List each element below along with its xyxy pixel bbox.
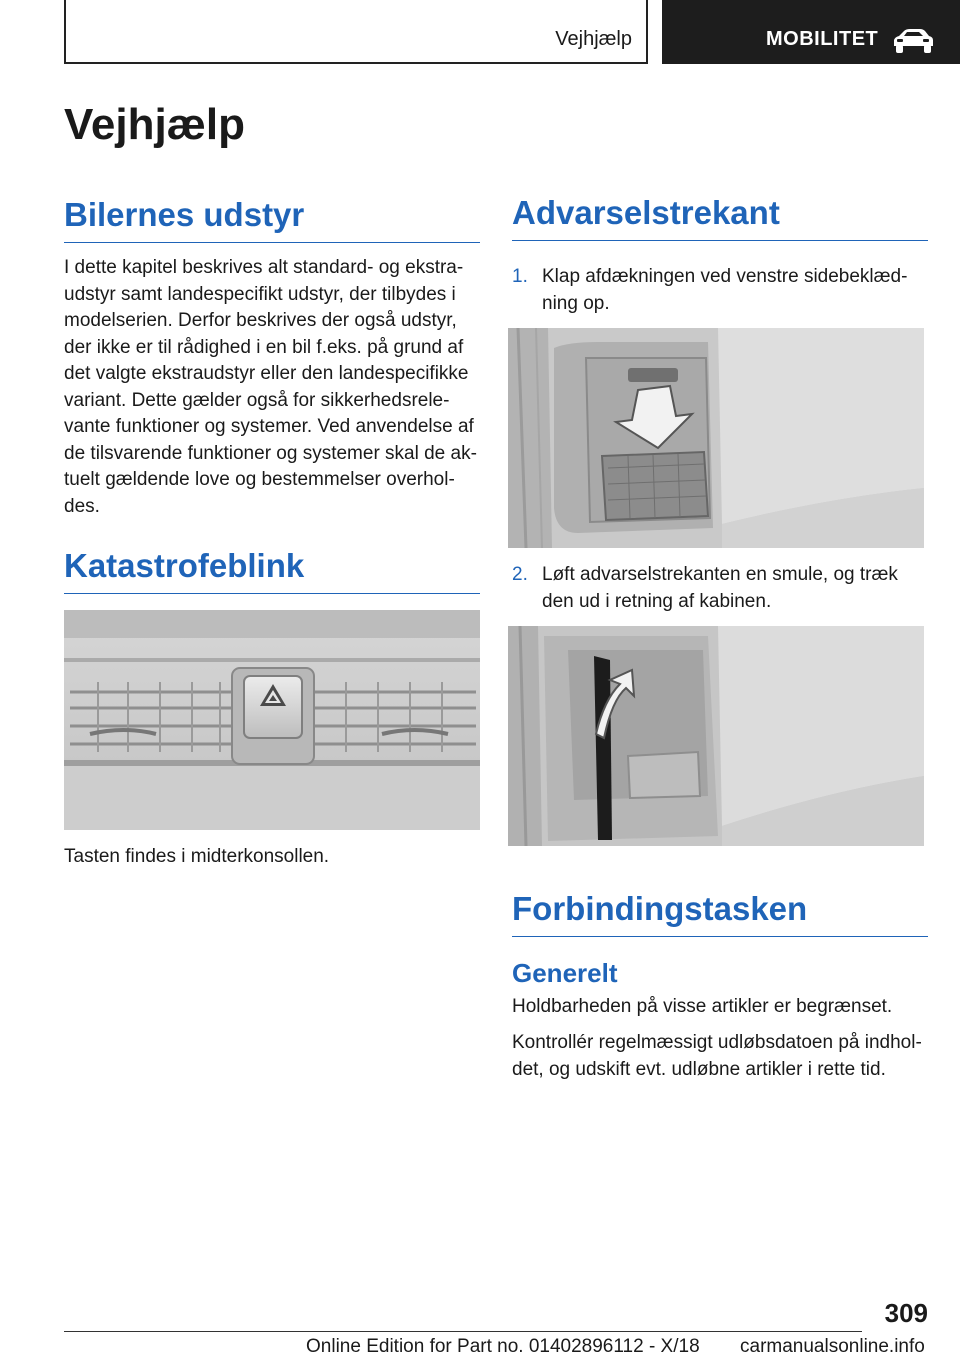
hazard-button-photo — [64, 610, 480, 830]
section-title-katastrofeblink: Katastrofeblink — [64, 547, 480, 594]
car-icon — [890, 28, 936, 54]
header-chapter-label: MOBILITET — [766, 28, 879, 50]
step-2-number: 2. — [512, 564, 528, 585]
forbindingstasken-paragraph-1: Holdbarheden på visse artikler er begrænset. — [512, 996, 893, 1017]
section-title-advarselstrekant: Advarselstrekant — [512, 194, 928, 241]
section-title-forbindingstasken: Forbindingstasken — [512, 890, 928, 937]
cover-flap-photo — [508, 328, 924, 548]
footer-divider — [64, 1331, 862, 1332]
step-2-text: Løft advarselstrekanten en smule, og træk den ud i retning af kabinen. — [542, 564, 898, 612]
header-section-label: Vejhjælp — [555, 28, 632, 50]
warning-triangle-photo — [508, 626, 924, 846]
page-title: Vejhjælp — [64, 100, 245, 149]
footer-edition-text: Online Edition for Part no. 01402896112 - X/18 — [306, 1336, 700, 1357]
forbindingstasken-paragraph-2: Kontrollér regelmæssigt udløbsdatoen på indhol-det, og udskift evt. udløbne artikler i rette tid. — [512, 1032, 922, 1080]
header-section-box — [64, 0, 648, 64]
step-1-text: Klap afdækningen ved venstre sidebeklæd-ning op. — [542, 266, 908, 314]
page-number: 309 — [884, 1298, 928, 1328]
bilernes-udstyr-text: I dette kapitel beskrives alt standard- og ekstra-udstyr samt landespecifikt udstyr, der tilbydes i modelserien. Derfor beskrives der også udstyr, der ikke er til rådighed i en bil f.eks. på grund af det valgte ekstraudstyr eller den landespecifikke variant. Dette gælder også for sikkerhedsrele-vante funktioner og systemer. Ved anvendelse af de tilsvarende funktioner og systemer skal de ak-tuelt gældende love og bestemmelser overhol-des. — [64, 257, 477, 517]
step-1-number: 1. — [512, 266, 528, 287]
watermark-text: carmanualsonline.info — [740, 1336, 925, 1357]
header-chapter-tab[interactable] — [662, 0, 960, 64]
katastrofeblink-caption: Tasten findes i midterkonsollen. — [64, 846, 330, 867]
subsection-title-generelt: Generelt — [512, 958, 618, 988]
section-title-bilernes-udstyr: Bilernes udstyr — [64, 196, 480, 243]
